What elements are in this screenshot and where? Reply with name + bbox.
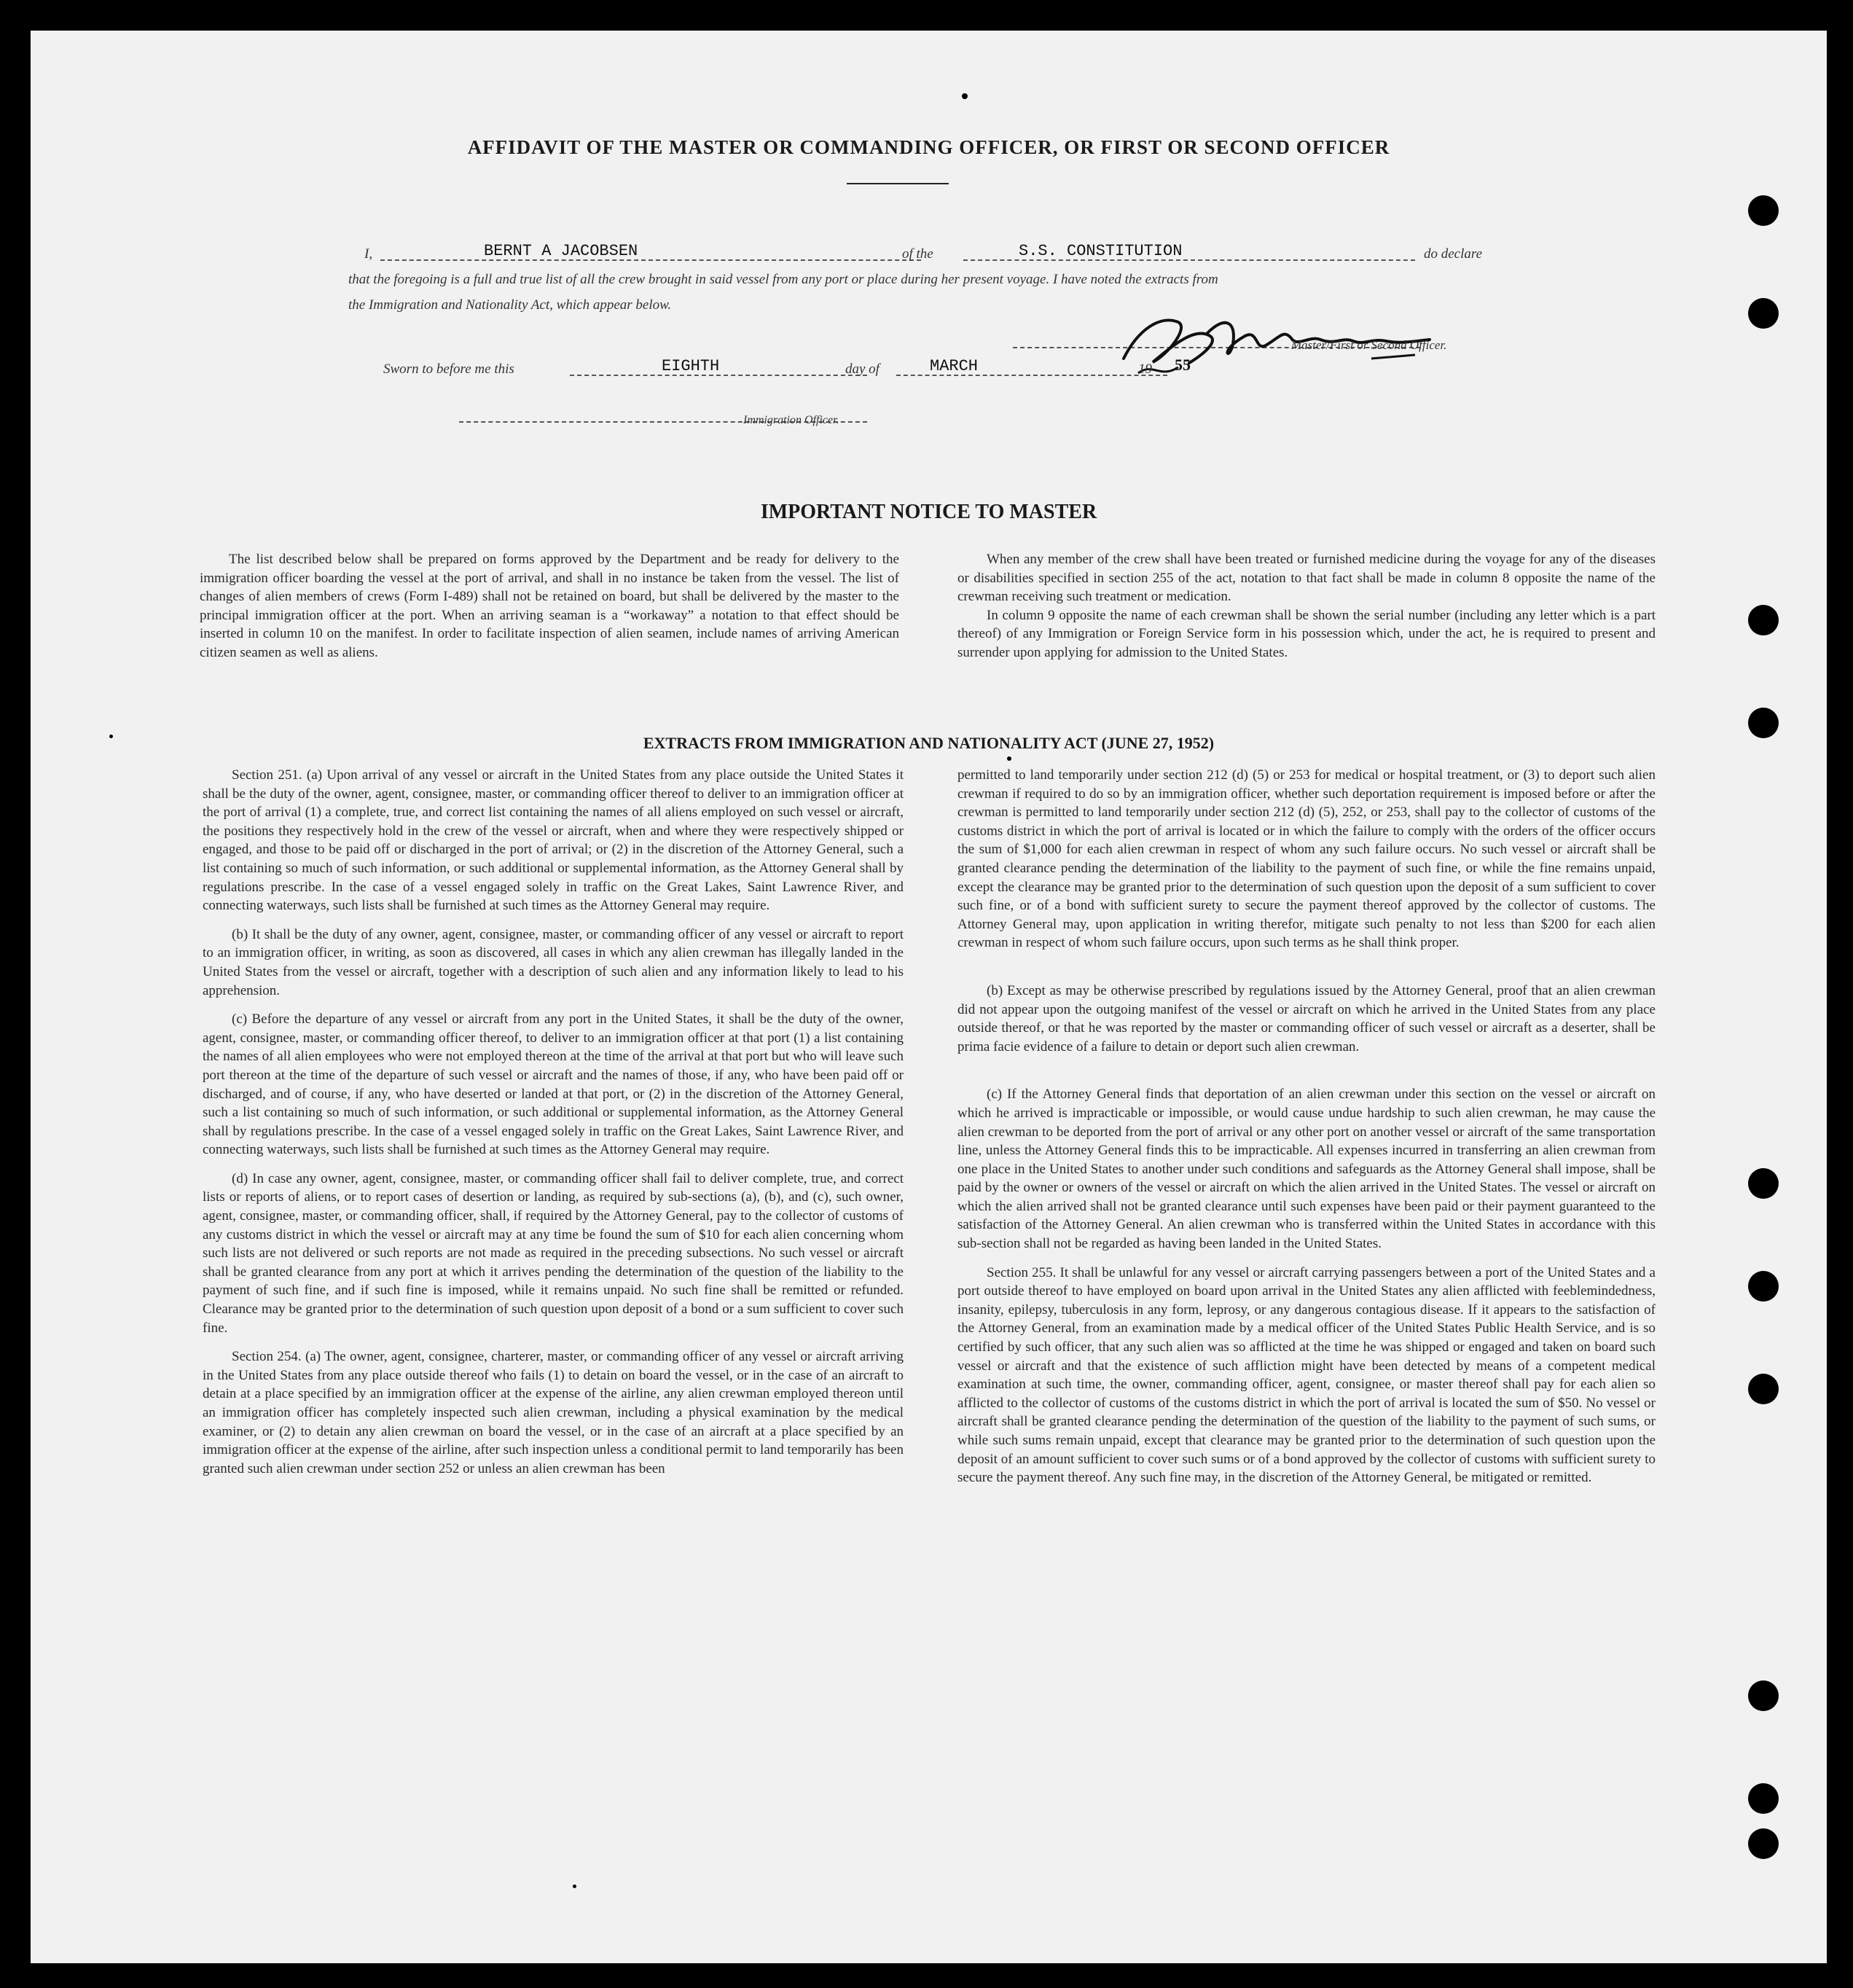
extracts-title: EXTRACTS FROM IMMIGRATION AND NATIONALITY ACT (JUNE 27, 1952)	[643, 734, 1215, 752]
section-255: Section 255. It shall be unlawful for any vessel or aircraft carrying passengers between a port of the United States and a port outside thereof to have employed on board upon arrival in the United States any alien afflicted with feeblemindedness, insanity, epilepsy, tuberculosis in any form, leprosy, or any dangerous contagious disease. If it appears to the satisfaction of the Attorney General, from an examination made by a medical officer of the United States Public Health Service, and is so certified by such officer, that any such alien was so afflicted at the time he was shipped or engaged and taken on board such vessel or aircraft and that the existence of such affliction might have been detected by means of a competent medical examination at such time, the owner, commanding officer, agent, consignee, or master thereof shall pay for each alien so afflicted to the collector of customs of the customs district in which the port of arrival is located the sum of $50. No vessel or aircraft shall be granted clearance pending the determination of the question of the liability to the payment of such sums, or while such sums remain unpaid, except that clearance may be granted prior to the determination of such question upon the deposit of an amount sufficient to cover such sums or of a bond approved by the collector of customs with sufficient surety to secure the payment thereof. Any such fine may, in the discretion of the Attorney General, be mitigated or remitted.	[957, 1264, 1656, 1486]
title-rule	[847, 183, 949, 184]
do-declare-label: do declare	[1424, 246, 1483, 262]
section-251-b: (b) It shall be the duty of any owner, agent, consignee, master, or commanding officer of any vessel or aircraft to report to an immigration officer, in writing, as soon as discovered, all cases in which any alien crewman has illegally landed in the United States from the vessel or aircraft, together with a description of such alien and any information likely to lead to his apprehension.	[203, 926, 904, 998]
sworn-label: Sworn to before me this	[383, 361, 514, 377]
binder-hole	[1748, 708, 1779, 738]
binder-hole	[1748, 298, 1779, 329]
section-251-c: (c) Before the departure of any vessel or aircraft from any port in the United States, it shall be the duty of the owner, agent, consignee, master, or commanding officer thereof, to deliver to an immigration officer at that port (1) a list containing the names of all alien employees who were not employed thereon at the time of the arrival at that port but who will leave such port thereon at the time of the departure of such vessel or aircraft and the names of those, if any, who have been paid off or discharged, and of course, if any, who have deserted or landed at that port, or (2) in the discretion of the Attorney General, such a list containing so much of such information, or such additional or supplemental information, as the Attorney General shall by regulations prescribe. In the case of a vessel engaged solely in traffic on the Great Lakes, Saint Lawrence River, and connecting waterways, such lists shall be furnished at such times as the Attorney General may require.	[203, 1011, 904, 1158]
section-251-d: (d) In case any owner, agent, consignee, master, or commanding officer shall fail to deliver complete, true, and correct lists or reports of aliens, or to report cases of desertion or landing, as required by sub-sections (a), (b), and (c), such owner, agent, consignee, master, or commanding officer, shall, if required by the Attorney General, pay to the collector of customs of any customs district in which the vessel or aircraft may at any time be found the sum of $10 for each alien concerning whom such lists are not delivered or such reports are not made as required in the preceding subsections. No such vessel or aircraft shall be granted clearance from any port at which it arrives pending the determination of the question of the liability to the payment of such fine, and if such fine is imposed, while it remains unpaid. No such fine shall be remitted or refunded. Clearance may be granted prior to the determination of such question upon deposit of a bond or a sum sufficient to cover such fine.	[203, 1170, 904, 1336]
binder-hole	[1748, 1828, 1779, 1859]
binder-hole	[1748, 1783, 1779, 1814]
binder-hole	[1748, 1271, 1779, 1302]
day-of-label: day of	[845, 361, 880, 377]
scan-speck	[109, 735, 113, 738]
section-254-a: Section 254. (a) The owner, agent, consignee, charterer, master, or commanding officer of any vessel or aircraft arriving in the United States from any place outside thereof who fails (1) to detain on board the vessel, or in the case of an aircraft to detain at a place specified by an immigration officer at the expense of the airline, any alien crewman employed thereon until an immigration officer has completely inspected such alien crewman, including a physical examination by the medical examiner, or (2) to detain any alien crewman on board the vessel, or in the case of an aircraft at a place specified by an immigration officer at the expense of the airline, after such inspection unless a conditional permit to land temporarily has been granted such alien crewman under section 252 or unless an alien crewman has been	[203, 1349, 904, 1476]
scan-speck	[962, 93, 968, 99]
binder-hole	[1748, 195, 1779, 226]
year-suffix: 55	[1175, 356, 1191, 374]
notice-right-paragraph-2: In column 9 opposite the name of each crewman shall be shown the serial number (including any letter which is a part thereof) of any Immigration or Foreign Service form in his possession which, under the act, he is required to present and surrender upon applying for admission to the United States.	[957, 607, 1656, 660]
extracts-left-column	[203, 766, 904, 1478]
declaration-line-1: that the foregoing is a full and true list of all the crew brought in said vessel from any port or place during her present voyage. I have noted the extracts from	[348, 272, 1218, 287]
scan-speck	[1007, 756, 1011, 761]
binder-hole	[1748, 1168, 1779, 1199]
year-prefix: 19	[1138, 361, 1152, 377]
document-page	[31, 31, 1827, 1963]
section-251-a: Section 251. (a) Upon arrival of any vessel or aircraft in the United States from any place outside the United States it shall be the duty of the owner, agent, consignee, master, or commanding officer thereof to deliver to an immigration officer at the port of arrival (1) a complete, true, and correct list containing the names of all aliens employed on such vessel or aircraft, the positions they respectively hold in the crew of the vessel or aircraft, when and where they were respectively shipped or engaged, and those to be paid off or discharged in the port of arrival; or (2) in the discretion of the Attorney General, such a list containing so much of such information, or such additional or supplemental information, as the Attorney General shall by regulations prescribe. In the case of a vessel engaged solely in traffic on the Great Lakes, Saint Lawrence River, and connecting waterways, such lists shall be furnished at such times as the Attorney General may require.	[203, 767, 904, 914]
notice-right-column	[957, 550, 1656, 662]
binder-hole	[1748, 1374, 1779, 1404]
day-field: EIGHTH	[662, 357, 720, 375]
binder-hole	[1748, 1680, 1779, 1711]
scan-speck	[573, 1885, 576, 1888]
i-label: I,	[364, 246, 373, 262]
month-field: MARCH	[930, 357, 979, 375]
section-254-b: (b) Except as may be otherwise prescribed by regulations issued by the Attorney General, proof that an alien crewman did not appear upon the outgoing manifest of the vessel or aircraft on which he arrived in the United States from any place outside thereof, or that he was reported by the master or commanding officer of such vessel or aircraft as a deserter, shall be prima facie evidence of a failure to detain or deport such alien crewman.	[957, 982, 1656, 1054]
affidavit-title: AFFIDAVIT OF THE MASTER OR COMMANDING OFFICER, OR FIRST OR SECOND OFFICER	[467, 136, 1390, 158]
extracts-right-column	[957, 766, 1656, 1487]
section-254-c: (c) If the Attorney General finds that deportation of an alien crewman under this section on the vessel or aircraft on which he arrived is impracticable or impossible, or would cause undue hardship to such alien crewman, he may cause the alien crewman to be deported from the port of arrival or any other port on another vessel or aircraft of the same transportation line, unless the Attorney General finds this to be impracticable. All expenses incurred in transferring an alien crewman from one place in the United States to another under such conditions and safeguards as the Attorney General shall impose, shall be paid by the owner or owners of the vessel or aircraft on which the alien arrived in the United States. The vessel or aircraft on which the alien arrived shall not be granted clearance until such expenses have been paid or their payment guaranteed to the satisfaction of the Attorney General. An alien crewman who is transferred within the United States in accordance with this sub-section shall not be regarded as having been landed in the United States.	[957, 1087, 1656, 1252]
binder-hole	[1748, 605, 1779, 635]
name-line	[380, 242, 921, 261]
notice-right-paragraph-1: When any member of the crew shall have been treated or furnished medicine during the voyage for any of the diseases or disabilities specified in section 255 of the act, notation to that fact shall be made in column 8 opposite the name of the crewman receiving such treatment or medication.	[957, 552, 1656, 605]
notice-left-column	[200, 550, 899, 662]
immigration-officer-label: Immigration Officer.	[743, 414, 839, 426]
notice-left-paragraph: The list described below shall be prepared on forms approved by the Department and be ready for delivery to the immigration officer boarding the vessel at the port of arrival, and shall in no instance be taken from the vessel. The list of changes of alien members of crews (Form I-489) shall not be retained on board, but shall be delivered by the master to the principal immigration officer at the port. When an arriving seaman is a “workaway” a notation to that effect should be inserted in column 10 on the manifest. In order to facilitate inspection of alien seamen, include names of arriving American citizen seamen as well as aliens.	[200, 552, 899, 660]
section-254-a-continued: permitted to land temporarily under section 212 (d) (5) or 253 for medical or hospital treatment, or (3) to deport such alien crewman if required to do so by an immigration officer, whether such deportation requirement is imposed before or after the crewman is permitted to land temporarily under section 212 (d) (5), 252, or 253, shall pay to the collector of customs of the customs district in which the port of arrival is located or in which the failure to comply with the orders of the officer occurs the sum of $1,000 for each alien crewman in respect of whom any such failure occurs. No such vessel or aircraft shall be granted clearance pending the determination of the liability to the payment of such fine, or while the fine remains unpaid, except the clearance may be granted prior to the determination of such question upon the deposit of a sum sufficient to cover such fine, or of a bond with sufficient surety to secure the payment thereof approved by the collector of customs. The Attorney General may, upon application in writing therefor, mitigate such penalty to not less than $200 for each alien crewman in respect of whom such failure occurs, upon such terms as he shall think proper.	[957, 767, 1656, 951]
vessel-field: S.S. CONSTITUTION	[1019, 242, 1183, 260]
of-the-label: of the	[902, 246, 933, 262]
declaration-line-2: the Immigration and Nationality Act, which appear below.	[348, 297, 672, 313]
notice-title: IMPORTANT NOTICE TO MASTER	[760, 501, 1097, 523]
officer-label: Master/First or Second Officer.	[1291, 338, 1447, 352]
name-field: BERNT A JACOBSEN	[484, 242, 638, 260]
